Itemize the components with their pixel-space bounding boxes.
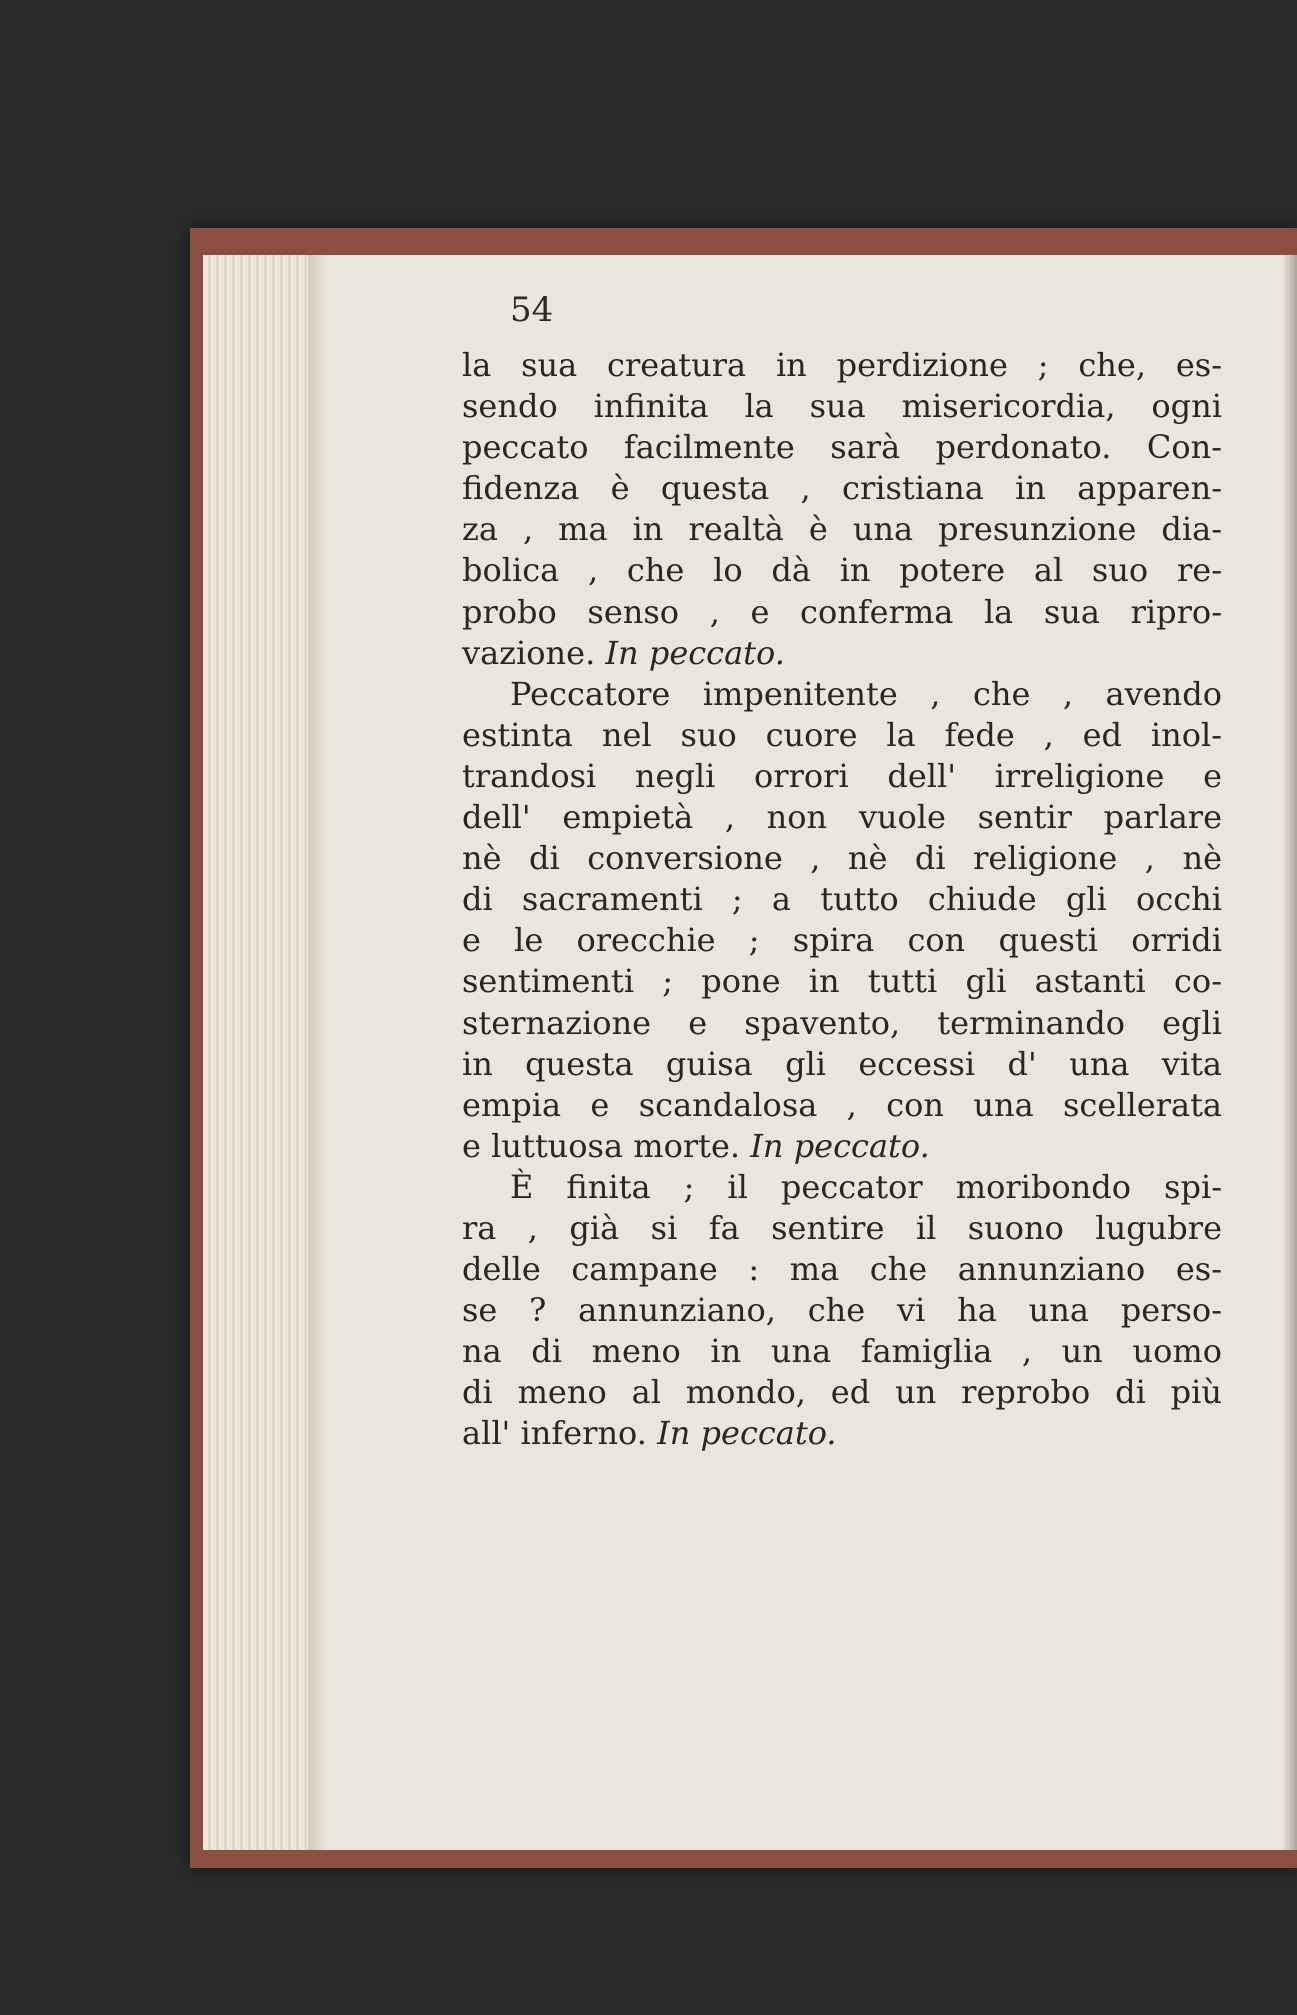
text-line: in questa guisa gli eccessi d' una vita [462, 1044, 1222, 1083]
text-line: all' inferno. In peccato. [462, 1414, 837, 1453]
text-line: la sua creatura in perdizione ; che, es- [462, 346, 1222, 384]
italic-refrain: In peccato. [605, 633, 785, 672]
italic-refrain: In peccato. [657, 1414, 837, 1453]
text-line: vazione. In peccato. [462, 633, 785, 672]
text-line: di meno al mondo, ed un reprobo di più [462, 1373, 1222, 1412]
text-line: empia e scandalosa , con una scellerata [462, 1085, 1222, 1124]
page-edges [203, 255, 311, 1850]
text-line: trandosi negli orrori dell' irreligione e [462, 756, 1222, 795]
text-line: È finita ; il peccator moribondo spi- [510, 1167, 1222, 1206]
text-line: fidenza è questa , cristiana in apparen- [462, 469, 1222, 508]
text-line: bolica , che lo dà in potere al suo re- [462, 551, 1222, 590]
text-line: dell' empietà , non vuole sentir parlare [462, 798, 1222, 837]
page-right-edge [1282, 255, 1297, 1850]
text-line: e luttuosa morte. In peccato. [462, 1126, 930, 1165]
body-text [462, 345, 1222, 1455]
text-line: se ? annunziano, che vi ha una perso- [462, 1291, 1222, 1330]
text-line: na di meno in una famiglia , un uomo [462, 1332, 1222, 1371]
text-line: e le orecchie ; spira con questi orridi [462, 921, 1222, 960]
text-line: ra , già si fa sentire il suono lugubre [462, 1208, 1222, 1247]
text-line: di sacramenti ; a tutto chiude gli occhi [462, 880, 1222, 919]
text-line: za , ma in realtà è una presunzione dia- [462, 510, 1222, 549]
text-line: estinta nel suo cuore la fede , ed inol- [462, 715, 1222, 754]
page-gutter-shadow [308, 255, 328, 1850]
page-number: 54 [510, 290, 554, 330]
text-line: probo senso , e conferma la sua ripro- [462, 592, 1222, 631]
text-line: peccato facilmente sarà perdonato. Con- [462, 428, 1222, 467]
text-line: delle campane : ma che annunziano es- [462, 1250, 1222, 1289]
text-line: nè di conversione , nè di religione , nè [462, 839, 1222, 878]
text-line: sternazione e spavento, terminando egli [462, 1003, 1222, 1042]
italic-refrain: In peccato. [750, 1126, 930, 1165]
text-line: sentimenti ; pone in tutti gli astanti co- [462, 962, 1222, 1001]
text-line: Peccatore impenitente , che , avendo [510, 674, 1222, 713]
text-line: sendo infinita la sua misericordia, ogni [462, 387, 1222, 426]
